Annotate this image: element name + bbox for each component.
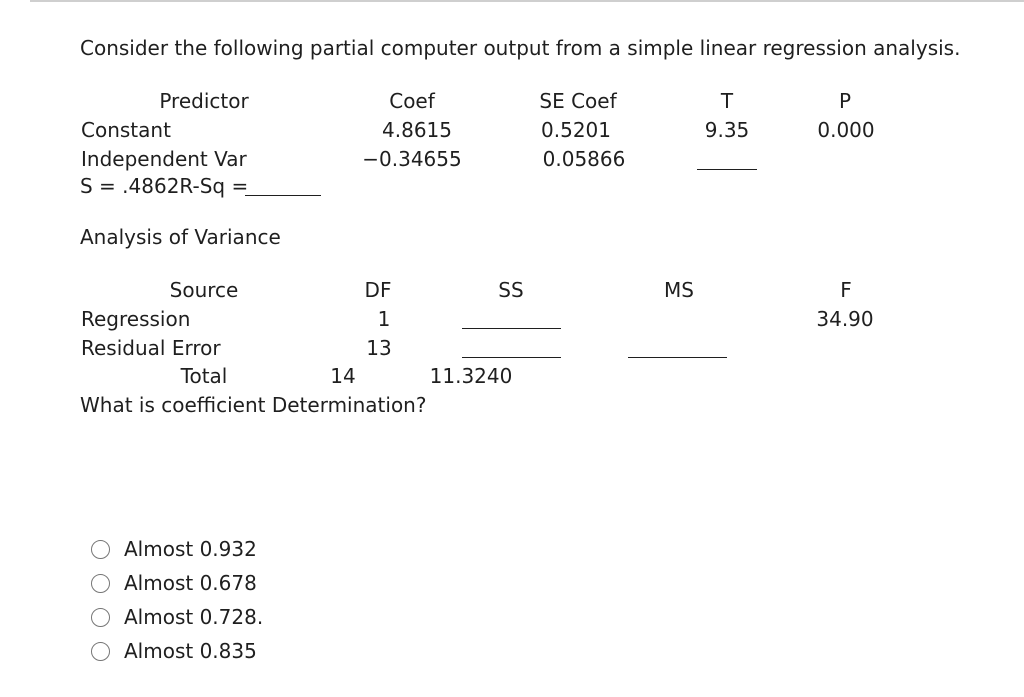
option-4[interactable] — [91, 638, 257, 664]
blank-residual-ms — [628, 357, 727, 358]
radio-button[interactable] — [91, 608, 110, 627]
anova-regression-f: 34.90 — [816, 307, 874, 331]
anova-residual-label: Residual Error — [81, 336, 221, 360]
blank-regression-ss — [462, 328, 561, 329]
radio-button[interactable] — [91, 540, 110, 559]
blank-t-value — [697, 169, 757, 170]
header-se-coef: SE Coef — [539, 89, 617, 113]
option-3[interactable] — [91, 604, 263, 630]
anova-total-label: Total — [180, 364, 228, 388]
row-independent-coef: −0.34655 — [362, 147, 462, 171]
option-1-label: Almost 0.932 — [124, 537, 257, 561]
anova-total-ss: 11.3240 — [429, 364, 513, 388]
option-2[interactable] — [91, 570, 257, 596]
anova-residual-df: 13 — [366, 336, 392, 360]
prompt-text: What is coefficient Determination? — [80, 393, 427, 417]
row-independent-se-coef: 0.05866 — [542, 147, 626, 171]
blank-residual-ss — [462, 357, 561, 358]
radio-button[interactable] — [91, 642, 110, 661]
option-1[interactable] — [91, 536, 257, 562]
option-2-label: Almost 0.678 — [124, 571, 257, 595]
header-p: P — [838, 89, 852, 113]
row-constant-t: 9.35 — [704, 118, 750, 142]
row-constant-p: 0.000 — [817, 118, 875, 142]
blank-r-sq — [245, 195, 321, 196]
row-constant-coef: 4.8615 — [382, 118, 452, 142]
row-independent-label: Independent Var — [81, 147, 247, 171]
anova-title: Analysis of Variance — [80, 225, 281, 249]
header-predictor: Predictor — [159, 89, 249, 113]
radio-button[interactable] — [91, 574, 110, 593]
top-divider — [30, 0, 1024, 2]
header-t: T — [720, 89, 734, 113]
option-3-label: Almost 0.728. — [124, 605, 264, 629]
row-constant-label: Constant — [81, 118, 171, 142]
anova-header-source: Source — [169, 278, 239, 302]
anova-regression-df: 1 — [377, 307, 391, 331]
option-4-label: Almost 0.835 — [124, 639, 257, 663]
header-coef: Coef — [389, 89, 435, 113]
s-rsq-line: S = .4862R-Sq = — [80, 174, 249, 198]
row-constant-se-coef: 0.5201 — [541, 118, 611, 142]
anova-header-f: F — [840, 278, 852, 302]
anova-regression-label: Regression — [81, 307, 191, 331]
anova-header-ss: SS — [498, 278, 524, 302]
anova-header-df: DF — [364, 278, 392, 302]
anova-header-ms: MS — [664, 278, 694, 302]
question-text: Consider the following partial computer output from a simple linear regression analysis. — [80, 36, 961, 60]
anova-total-df: 14 — [330, 364, 356, 388]
